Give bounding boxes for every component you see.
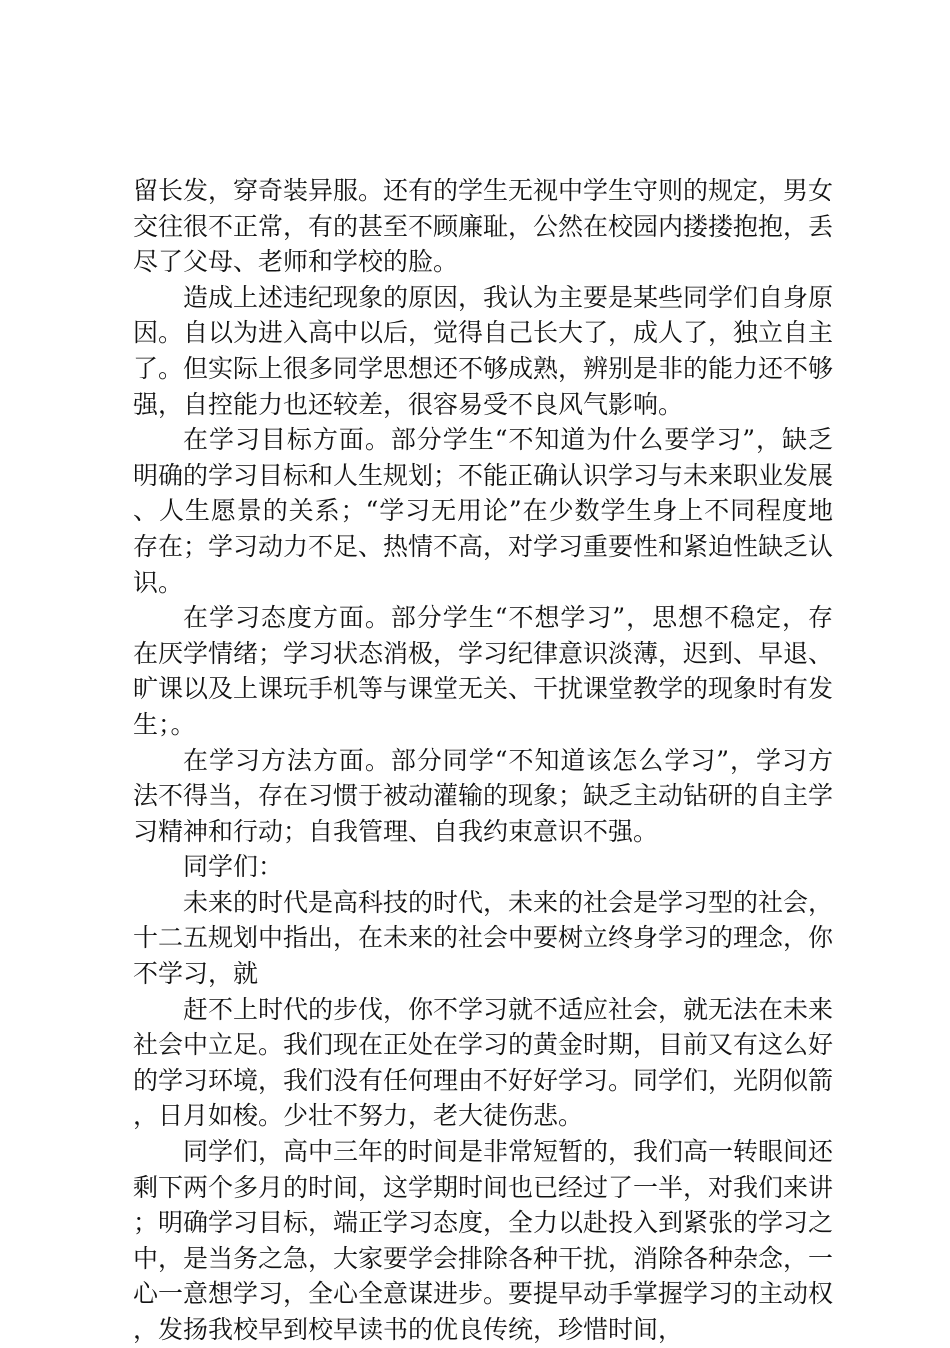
paragraph-4: 在学习态度方面。部分学生“不想学习”，思想不稳定，存在厌学情绪；学习状态消极，学习纪律意识淡薄，迟到、早退、旷课以及上课玩手机等与课堂无关、干扰课堂教学的现象时有发生；。 (133, 603, 834, 739)
paragraph-7: 未来的时代是高科技的时代，未来的社会是学习型的社会，十二五规划中指出，在未来的社会中要树立终身学习的理念，你不学习，就 (133, 887, 834, 989)
paragraph-1: 留长发，穿奇装异服。还有的学生无视中学生守则的规定，男女交往很不正常，有的甚至不顾廉耻，公然在校园内搂搂抱抱，丢尽了父母、老师和学校的脸。 (133, 176, 834, 277)
paragraph-3: 在学习目标方面。部分学生“不知道为什么要学习”，缺乏明确的学习目标和人生规划；不能正确认识学习与未来职业发展、人生愿景的关系；“学习无用论”在少数学生身上不同程度地存在；学习动力不足、热情不高，对学习重要性和紧迫性缺乏认识。 (133, 425, 834, 597)
paragraph-6: 同学们： (183, 852, 284, 882)
paragraph-2: 造成上述违纪现象的原因，我认为主要是某些同学们自身原因。自以为进入高中以后，觉得自己长大了，成人了，独立自主了。但实际上很多同学思想还不够成熟，辨别是非的能力还不够强，自控能力也还较差，很容易受不良风气影响。 (133, 282, 834, 419)
paragraph-8: 赶不上时代的步伐，你不学习就不适应社会，就无法在未来社会中立足。我们现在正处在学习的黄金时期，目前又有这么好的学习环境，我们没有任何理由不好好学习。同学们，光阴似箭，日月如梭。少壮不努力，老大徒伤悲。 (133, 994, 834, 1131)
document-body (133, 173, 833, 1348)
paragraph-9: 同学们，高中三年的时间是非常短暂的，我们高一转眼间还剩下两个多月的时间，这学期时间也已经过了一半，对我们来讲；明确学习目标，端正学习态度，全力以赴投入到紧张的学习之中，是当务之急，大家要学会排除各种干扰，消除各种杂念，一心一意想学习，全心全意谋进步。要提早动手掌握学习的主动权，发扬我校早到校早读书的优良传统，珍惜时间， (133, 1137, 834, 1344)
paragraph-5: 在学习方法方面。部分同学“不知道该怎么学习”，学习方法不得当，存在习惯于被动灌输的现象；缺乏主动钻研的自主学习精神和行动；自我管理、自我约束意识不强。 (133, 745, 834, 846)
